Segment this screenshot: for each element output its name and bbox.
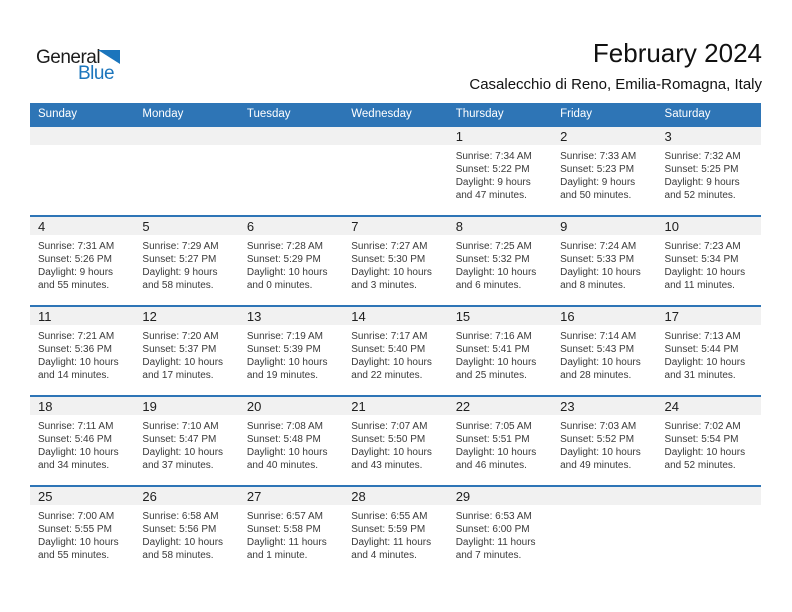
daylight-text-line2: and 4 minutes. (351, 550, 417, 561)
calendar-grid (30, 103, 761, 575)
daylight-text-line2: and 0 minutes. (246, 280, 313, 291)
month-title: February 2024 (592, 38, 762, 68)
sunset-text: Sunset: 5:43 PM (560, 344, 635, 355)
day-number: 12 (142, 309, 157, 324)
logo-text-blue: Blue (78, 63, 115, 84)
day-number: 10 (664, 219, 679, 234)
day-number: 1 (455, 129, 463, 144)
day-number: 28 (351, 489, 366, 504)
day-number: 7 (351, 219, 359, 234)
day-cell-22 (448, 397, 552, 485)
daylight-text-line2: and 3 minutes. (351, 280, 417, 291)
day-number: 24 (664, 399, 679, 414)
daylight-text-line2: and 22 minutes. (351, 370, 423, 381)
daylight-text-line2: and 52 minutes. (664, 190, 736, 201)
sunrise-text: Sunrise: 7:20 AM (142, 331, 219, 342)
daylight-text-line1: Daylight: 11 hours (246, 537, 327, 548)
day-number: 6 (246, 219, 255, 234)
sunrise-text: Sunrise: 7:23 AM (664, 241, 741, 252)
week-row (30, 485, 761, 575)
sunrise-text: Sunrise: 7:08 AM (246, 421, 323, 432)
sunset-text: Sunset: 5:51 PM (455, 434, 530, 445)
daylight-text-line2: and 58 minutes. (142, 550, 214, 561)
sunrise-text: Sunrise: 7:02 AM (664, 421, 741, 432)
daylight-text-line2: and 46 minutes. (455, 460, 527, 471)
day-cell-28 (343, 487, 447, 575)
empty-day-cell (134, 127, 238, 215)
sunrise-text: Sunrise: 7:07 AM (351, 421, 428, 432)
day-cell-16 (552, 307, 656, 395)
day-number: 8 (455, 219, 463, 234)
daylight-text-line1: Daylight: 10 hours (142, 357, 224, 368)
sunset-text: Sunset: 5:52 PM (560, 434, 635, 445)
sunrise-text: Sunrise: 6:57 AM (246, 511, 323, 522)
day-number: 5 (142, 219, 150, 234)
day-cell-17 (657, 307, 761, 395)
logo-text-general: General (36, 47, 101, 68)
sunset-text: Sunset: 5:54 PM (664, 434, 739, 445)
daylight-text-line1: Daylight: 10 hours (38, 447, 119, 458)
day-cell-23 (552, 397, 656, 485)
sunrise-text: Sunrise: 7:10 AM (142, 421, 219, 432)
daylight-text-line1: Daylight: 10 hours (664, 357, 746, 368)
day-number: 17 (664, 309, 679, 324)
day-number: 20 (246, 399, 262, 414)
daylight-text-line2: and 17 minutes. (142, 370, 214, 381)
sunrise-text: Sunrise: 6:58 AM (142, 511, 219, 522)
day-cell-13 (239, 307, 343, 395)
day-cell-21 (343, 397, 447, 485)
daylight-text-line1: Daylight: 9 hours (560, 177, 636, 188)
daylight-text-line1: Daylight: 10 hours (455, 267, 537, 278)
daylight-text-line1: Daylight: 10 hours (560, 357, 641, 368)
day-number: 21 (351, 399, 366, 414)
day-cell-11 (30, 307, 134, 395)
empty-day-cell (30, 127, 134, 215)
sunset-text: Sunset: 5:47 PM (142, 434, 217, 445)
daylight-text-line1: Daylight: 10 hours (38, 357, 119, 368)
sunrise-text: Sunrise: 7:28 AM (246, 241, 323, 252)
day-number: 25 (38, 489, 53, 504)
weekday-header-monday: Monday (142, 108, 184, 120)
sunset-text: Sunset: 5:27 PM (142, 254, 217, 265)
sunrise-text: Sunrise: 7:21 AM (38, 331, 115, 342)
sunset-text: Sunset: 5:25 PM (664, 164, 739, 175)
empty-day-cell (657, 487, 761, 575)
general-blue-logo (33, 47, 153, 89)
day-cell-15 (448, 307, 552, 395)
empty-day-cell (552, 487, 656, 575)
day-number: 15 (455, 309, 471, 324)
daylight-text-line1: Daylight: 10 hours (38, 537, 119, 548)
sunset-text: Sunset: 5:29 PM (246, 254, 321, 265)
daylight-text-line2: and 11 minutes. (664, 280, 735, 291)
daylight-text-line2: and 34 minutes. (38, 460, 110, 471)
daylight-text-line2: and 47 minutes. (455, 190, 527, 201)
sunrise-text: Sunrise: 6:53 AM (455, 511, 532, 522)
sunrise-text: Sunrise: 7:17 AM (351, 331, 428, 342)
sunset-text: Sunset: 5:48 PM (246, 434, 321, 445)
daylight-text-line1: Daylight: 10 hours (246, 357, 328, 368)
weekday-header-friday: Friday (560, 108, 593, 120)
sunset-text: Sunset: 5:23 PM (560, 164, 635, 175)
sunset-text: Sunset: 5:37 PM (142, 344, 217, 355)
daylight-text-line1: Daylight: 9 hours (455, 177, 531, 188)
day-cell-2 (552, 127, 656, 215)
sunset-text: Sunset: 5:33 PM (560, 254, 635, 265)
day-number: 26 (142, 489, 157, 504)
day-number: 4 (38, 219, 46, 234)
daylight-text-line1: Daylight: 11 hours (351, 537, 432, 548)
day-number: 18 (38, 399, 53, 414)
daylight-text-line1: Daylight: 10 hours (664, 267, 746, 278)
sunset-text: Sunset: 5:59 PM (351, 524, 426, 535)
day-cell-6 (239, 217, 343, 305)
sunset-text: Sunset: 5:41 PM (455, 344, 530, 355)
day-cell-12 (134, 307, 238, 395)
day-cell-7 (343, 217, 447, 305)
sunset-text: Sunset: 5:58 PM (246, 524, 321, 535)
day-number: 11 (38, 309, 52, 324)
daylight-text-line2: and 19 minutes. (246, 370, 319, 381)
daylight-text-line2: and 49 minutes. (560, 460, 632, 471)
daylight-text-line2: and 14 minutes. (38, 370, 110, 381)
day-cell-25 (30, 487, 134, 575)
day-cell-24 (657, 397, 761, 485)
sunrise-text: Sunrise: 7:13 AM (664, 331, 741, 342)
sunset-text: Sunset: 5:34 PM (664, 254, 739, 265)
weekday-header-row (30, 103, 761, 125)
sunrise-text: Sunrise: 7:03 AM (560, 421, 637, 432)
daylight-text-line1: Daylight: 10 hours (351, 267, 432, 278)
week-row (30, 125, 761, 215)
daylight-text-line2: and 43 minutes. (351, 460, 423, 471)
empty-day-cell (343, 127, 447, 215)
daylight-text-line2: and 28 minutes. (560, 370, 632, 381)
week-cells (30, 217, 761, 305)
weekday-header-sunday: Sunday (38, 108, 78, 120)
sunrise-text: Sunrise: 7:16 AM (455, 331, 532, 342)
sunrise-text: Sunrise: 7:29 AM (142, 241, 219, 252)
day-number: 27 (246, 489, 262, 504)
day-number: 9 (560, 219, 568, 234)
sunset-text: Sunset: 5:46 PM (38, 434, 112, 445)
daylight-text-line2: and 7 minutes. (455, 550, 522, 561)
day-number: 14 (351, 309, 366, 324)
sunset-text: Sunset: 5:40 PM (351, 344, 426, 355)
sunset-text: Sunset: 5:39 PM (246, 344, 321, 355)
daylight-text-line2: and 55 minutes. (38, 280, 110, 291)
weekday-header-thursday: Thursday (455, 108, 504, 120)
daylight-text-line1: Daylight: 11 hours (455, 537, 536, 548)
day-number: 13 (246, 309, 262, 324)
day-number: 16 (560, 309, 575, 324)
week-cells (30, 397, 761, 485)
daylight-text-line1: Daylight: 9 hours (142, 267, 218, 278)
sunrise-text: Sunrise: 7:32 AM (664, 151, 741, 162)
day-cell-20 (239, 397, 343, 485)
daylight-text-line1: Daylight: 10 hours (142, 447, 224, 458)
day-cell-19 (134, 397, 238, 485)
sunset-text: Sunset: 5:30 PM (351, 254, 426, 265)
daylight-text-line1: Daylight: 10 hours (351, 447, 432, 458)
sunrise-text: Sunrise: 7:19 AM (246, 331, 323, 342)
sunrise-text: Sunrise: 6:55 AM (351, 511, 428, 522)
daylight-text-line2: and 31 minutes. (664, 370, 736, 381)
sunrise-text: Sunrise: 7:24 AM (560, 241, 637, 252)
sunrise-text: Sunrise: 7:34 AM (455, 151, 532, 162)
weekday-header-wednesday: Wednesday (351, 108, 412, 120)
daylight-text-line2: and 8 minutes. (560, 280, 626, 291)
logo-triangle-icon (98, 50, 120, 64)
day-cell-3 (657, 127, 761, 215)
sunset-text: Sunset: 5:32 PM (455, 254, 530, 265)
daylight-text-line2: and 58 minutes. (142, 280, 214, 291)
week-cells (30, 487, 761, 575)
sunrise-text: Sunrise: 7:14 AM (560, 331, 637, 342)
day-cell-5 (134, 217, 238, 305)
week-row (30, 395, 761, 485)
daylight-text-line1: Daylight: 10 hours (560, 447, 641, 458)
daylight-text-line1: Daylight: 9 hours (664, 177, 740, 188)
daylight-text-line2: and 25 minutes. (455, 370, 527, 381)
sunrise-text: Sunrise: 7:05 AM (455, 421, 532, 432)
daylight-text-line1: Daylight: 10 hours (560, 267, 641, 278)
day-cell-29 (448, 487, 552, 575)
day-cell-18 (30, 397, 134, 485)
daylight-text-line2: and 52 minutes. (664, 460, 736, 471)
day-cell-10 (657, 217, 761, 305)
day-cell-14 (343, 307, 447, 395)
daylight-text-line2: and 55 minutes. (38, 550, 110, 561)
sunset-text: Sunset: 5:26 PM (38, 254, 112, 265)
day-cell-1 (448, 127, 552, 215)
sunset-text: Sunset: 5:36 PM (38, 344, 112, 355)
daylight-text-line1: Daylight: 10 hours (664, 447, 746, 458)
daylight-text-line1: Daylight: 10 hours (246, 447, 328, 458)
sunset-text: Sunset: 6:00 PM (455, 524, 530, 535)
week-cells (30, 307, 761, 395)
daylight-text-line2: and 6 minutes. (455, 280, 522, 291)
week-cells (30, 127, 761, 215)
daylight-text-line1: Daylight: 10 hours (142, 537, 224, 548)
sunrise-text: Sunrise: 7:00 AM (38, 511, 115, 522)
sunset-text: Sunset: 5:22 PM (455, 164, 530, 175)
daylight-text-line1: Daylight: 10 hours (455, 447, 537, 458)
day-number: 2 (560, 129, 568, 144)
sunrise-text: Sunrise: 7:31 AM (38, 241, 115, 252)
daylight-text-line2: and 37 minutes. (142, 460, 214, 471)
weeks-container (30, 125, 761, 575)
sunrise-text: Sunrise: 7:33 AM (560, 151, 637, 162)
week-row (30, 305, 761, 395)
sunset-text: Sunset: 5:56 PM (142, 524, 217, 535)
sunset-text: Sunset: 5:50 PM (351, 434, 426, 445)
day-cell-8 (448, 217, 552, 305)
empty-day-cell (239, 127, 343, 215)
daylight-text-line1: Daylight: 10 hours (351, 357, 432, 368)
daylight-text-line2: and 40 minutes. (246, 460, 319, 471)
day-number: 22 (455, 399, 471, 414)
week-row (30, 215, 761, 305)
day-number: 23 (560, 399, 575, 414)
daylight-text-line2: and 50 minutes. (560, 190, 632, 201)
day-cell-9 (552, 217, 656, 305)
daylight-text-line1: Daylight: 10 hours (246, 267, 328, 278)
sunrise-text: Sunrise: 7:11 AM (38, 421, 114, 432)
day-number: 29 (455, 489, 471, 504)
sunrise-text: Sunrise: 7:27 AM (351, 241, 428, 252)
daylight-text-line1: Daylight: 9 hours (38, 267, 114, 278)
day-cell-27 (239, 487, 343, 575)
weekday-header-saturday: Saturday (664, 108, 711, 120)
day-number: 19 (142, 399, 157, 414)
day-cell-26 (134, 487, 238, 575)
weekday-header-tuesday: Tuesday (246, 108, 291, 120)
day-number: 3 (664, 129, 672, 144)
daylight-text-line1: Daylight: 10 hours (455, 357, 537, 368)
sunset-text: Sunset: 5:55 PM (38, 524, 112, 535)
sunset-text: Sunset: 5:44 PM (664, 344, 739, 355)
daylight-text-line2: and 1 minute. (246, 550, 308, 561)
day-cell-4 (30, 217, 134, 305)
location-subtitle: Casalecchio di Reno, Emilia-Romagna, Italy (469, 76, 762, 93)
sunrise-text: Sunrise: 7:25 AM (455, 241, 532, 252)
